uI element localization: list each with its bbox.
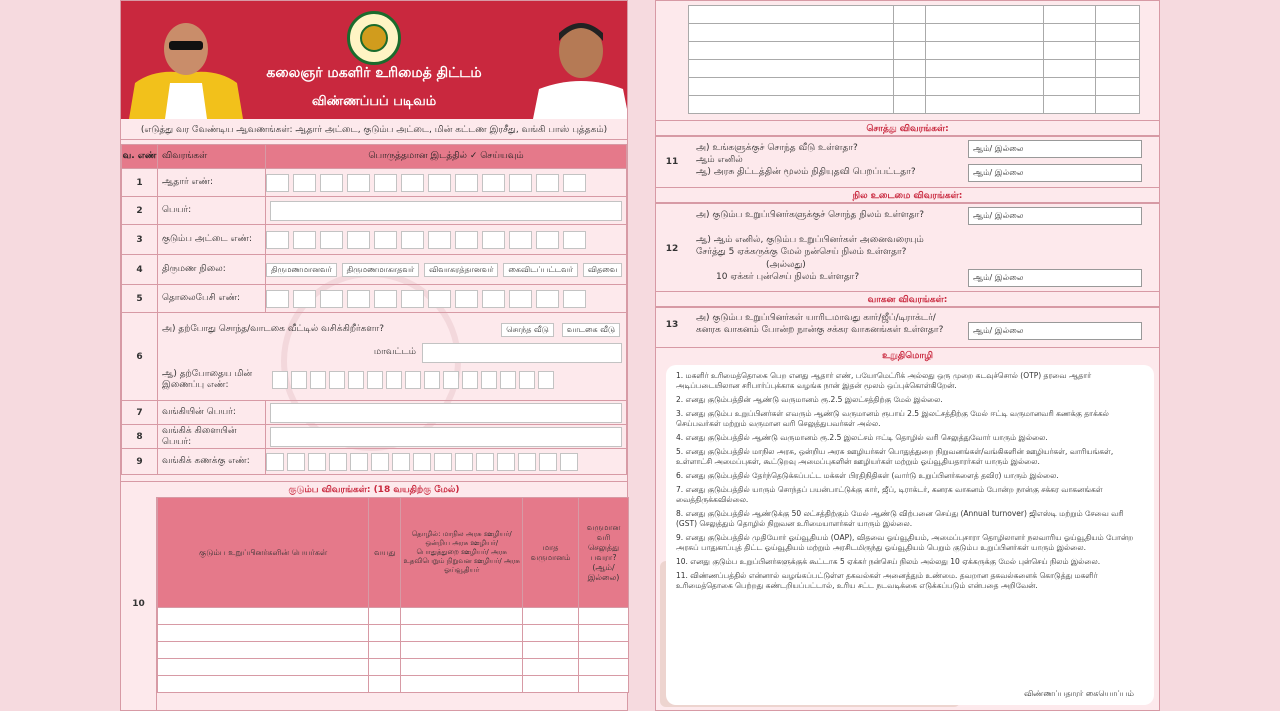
question-number: 13 [665,320,679,330]
q11a2-text: ஆம் எனில் [696,155,743,165]
family-section-title: குடும்ப விவரங்கள்: (18 வயதிற்கு மேல்) [121,481,627,497]
q12d-text: 10 ஏக்கர் புன்செய் நிலம் உள்ளதா? [716,272,860,282]
ration-card-boxes[interactable] [266,225,627,255]
district-label: மாவட்டம் [373,347,416,357]
family-table-header [158,498,629,608]
aadhaar-number-boxes[interactable] [266,169,627,197]
grid-row[interactable] [689,60,1140,78]
marital-options [266,255,627,285]
grid-row[interactable] [689,42,1140,60]
col-serial: வ. எண் [122,145,158,169]
question-11 [656,136,1159,186]
name-label: பெயர்: [158,197,266,225]
grid-row[interactable] [689,96,1140,114]
grid-row[interactable] [689,24,1140,42]
row-number: 7 [122,401,158,425]
marital-option-widow[interactable]: விதவை [583,263,623,277]
row-number: 9 [122,449,158,475]
q12b-text: ஆ) ஆம் எனில், குடும்ப உறுப்பினர்கள் அனைவரையும் சேர்த்து 5 ஏக்கருக்கு மேல் நன்செய் நிலம் உள்ளதா? [696,235,924,257]
applicant-details-table [121,144,627,475]
ration-card-label: குடும்ப அட்டை எண்: [158,225,266,255]
land-section-title: நில உடைமை விவரங்கள்: [656,187,1159,203]
rented-house-option[interactable]: வாடகை வீடு [562,323,620,337]
account-label: வங்கிக் கணக்கு எண்: [158,449,266,475]
branch-label: வங்கிக் கிளையின் பெயர்: [158,425,266,449]
q12a-text: அ) குடும்ப உறுப்பினர்களுக்குச் சொந்த நிலம் உள்ளதா? [696,210,925,220]
q12b-answer[interactable]: ஆம்/ இல்லை [968,269,1142,287]
form-table-header [122,145,627,169]
declaration-item: 5. எனது குடும்பத்தில் மாநில அரசு, ஒன்றிய அரசு ஊழியர்கள் பொதுத்துறை நிறுவனங்கள்/வங்கிகளின் ஊழியர்கள், வாரியங்கள், உள்ளாட்சி அமைப்புகள், கூட்டுறவு அமைப்புகளின் ஊழியர்கள் மற்றும் ஓய்வூதியதாரர்கள் யாரும் இல்லை. [676,447,1114,466]
col-monthly-income: மாத வருமானம் [523,498,579,608]
row-number: 3 [122,225,158,255]
declaration-item: 1. மகளிர் உரிமைத்தொகை பெற எனது ஆதார் எண், பயோமெட்ரிக் அல்லது ஒரு முறை கடவுச்சொல் (OTP) தரவை ஆதார் அடிப்படையிலான சரிபார்ப்புக்காக வழங்க நான் இதன் மூலம் ஒப்புக்கொள்கிறேன். [676,371,1092,390]
row-phone [122,285,627,313]
col-member-names: குடும்ப உறுப்பினர்களின் பெயர்கள் [158,498,369,608]
marital-option-unmarried[interactable]: திருமணமாகாதவர் [342,263,420,277]
declaration-box [666,365,1154,705]
declaration-item: 9. எனது குடும்பத்தில் முதியோர் ஓய்வூதியம் (OAP), விதவை ஓய்வூதியம், அமைப்புசாரா தொழிலாளர் நலவாரிய ஓய்வூதியம் போன்ற அரசுப் பாதுகாப்புத் திட்ட ஓய்வூதியம் மற்றும் அரசிடமிருந்து ஓய்வூதியம் பெறும் குடும்ப உறுப்பினர்கள் யாரும் இல்லை. [676,533,1134,552]
eb-number-boxes[interactable] [272,371,557,389]
col-occupation: தொழில்: மாநில அரசு ஊழியர்/ ஒன்றிய அரசு ஊழியர்/ பொதுத்துறை ஊழியர்/ அரசு உதவிபெறும் நிறுவன ஊழியர்/ அரசு ஓய்வூதியர் [401,498,523,608]
applicant-signature-label: விண்ணப்பதாரர் கையொப்பம் [1024,689,1134,698]
q11a-text: அ) உங்களுக்குச் சொந்த வீடு உள்ளதா? [696,143,858,153]
name-field[interactable] [270,201,622,221]
q13-text: அ) குடும்ப உறுப்பினர்கள் யாரிடமாவது கார்/ஜீப்/டிராக்டர்/ கனரக வாகனம் போன்ற நான்கு சக்கர வாகனங்கள் உள்ளதா? [696,313,944,335]
marital-option-married[interactable]: திருமணமானவர் [266,263,337,277]
eb-number-label: ஆ) தற்போதைய மின் இணைப்பு எண்: [162,368,253,390]
declaration-item: 3. எனது குடும்ப உறுப்பினர்கள் எவரும் ஆண்டு வருமானம் ரூபாய் 2.5 இலட்சத்திற்கு மேல் ஈட்டி வருமானவரி கணக்கு தாக்கல் செய்பவர்கள் மற்றும் வருமான வரி செலுத்துபவர்கள் அல்ல. [676,409,1109,428]
question-12 [656,203,1159,291]
documents-note: (எடுத்து வர வேண்டிய ஆவணங்கள்: ஆதார் அட்டை, குடும்ப அட்டை, மின் கட்டண இரசீது, வங்கி பாஸ் புத்தகம்) [121,120,627,140]
account-number-boxes[interactable] [266,449,627,475]
marital-option-divorced[interactable]: விவாகரத்தானவர் [424,263,498,277]
residence-question: அ) தற்போது சொந்த/வாடகை வீட்டில் வசிக்கிறீர்களா? [162,324,385,334]
aadhaar-label: ஆதார் எண்: [158,169,266,197]
q11a-answer[interactable]: ஆம்/ இல்லை [968,140,1142,158]
q13-answer[interactable]: ஆம்/ இல்லை [968,322,1142,340]
form-header-banner [121,1,627,119]
q11b-text: ஆ) அரசு திட்டத்தின் மூலம் நிதியுதவி பெறப்பட்டதா? [696,167,916,177]
row-account [122,449,627,475]
district-field[interactable] [422,343,622,363]
declaration-item: 11. விண்ணப்பத்தில் என்னால் வழங்கப்பட்டுள்ள தகவல்கள் அனைத்தும் உண்மை. தவறான தகவல்களைக் கொடுத்து மகளிர் உரிமைத்தொகை பெற்றது கண்டறியப்பட்டால், உரிய சட்ட நடவடிக்கை எடுக்கப்படும் என்பதை அறிவேன். [676,571,1098,590]
family-row[interactable] [158,625,629,642]
question-13 [656,307,1159,347]
col-age: வயது [369,498,401,608]
bank-name-field[interactable] [270,403,622,423]
govt-emblem-icon [347,11,401,65]
marital-option-abandoned[interactable]: கைவிடப்பட்டவர் [503,263,578,277]
phone-number-boxes[interactable] [266,285,627,313]
row-number: 8 [122,425,158,449]
phone-label: தொலைபேசி எண்: [158,285,266,313]
form-page-front [120,0,628,711]
row-aadhaar [122,169,627,197]
row-marital-status [122,255,627,285]
family-row[interactable] [158,676,629,693]
q11b-answer[interactable]: ஆம்/ இல்லை [968,164,1142,182]
family-row[interactable] [158,642,629,659]
residence-cell [158,313,627,401]
form-subtitle: விண்ணப்பப் படிவம் [311,94,437,109]
marital-status-label: திருமண நிலை: [158,255,266,285]
declaration-item: 4. எனது குடும்பத்தில் ஆண்டு வருமானம் ரூ.2.5 இலட்சம் ஈட்டி தொழில் வரி செலுத்துவோர் யாரும் இல்லை. [676,433,1048,442]
row-number: 5 [122,285,158,313]
grid-row[interactable] [689,78,1140,96]
q12a-answer[interactable]: ஆம்/ இல்லை [968,207,1142,225]
leader-portrait-right [533,7,627,119]
declaration-item: 8. எனது குடும்பத்தில் ஆண்டுக்கு 50 லட்சத்திற்கும் மேல் ஆண்டு விற்பனை செய்து (Annual turnover) ஜிஎஸ்டி மற்றும் சேவை வரி (GST) செலுத்தும் தொழில் நிறுவன உரிமையாளர்கள் யாரும் இல்லை. [676,509,1124,528]
col-tick-note: பொருத்தமான இடத்தில் ✓ செய்யவும் [266,145,627,169]
row-name [122,197,627,225]
declaration-item: 6. எனது குடும்பத்தில் தேர்ந்தெடுக்கப்பட்ட மக்கள் பிரதிநிதிகள் (வார்டு உறுப்பினர்களைத் தவிர) யாரும் இல்லை. [676,471,1059,480]
property-section-title: சொத்து விவரங்கள்: [656,120,1159,136]
family-row-number: 10 [121,497,157,711]
family-row[interactable] [158,659,629,676]
grid-row[interactable] [689,6,1140,24]
family-members-table [157,497,629,693]
row-number: 6 [122,313,158,401]
family-continuation-grid [688,5,1140,114]
own-house-option[interactable]: சொந்த வீடு [501,323,554,337]
declaration-item: 2. எனது குடும்பத்தின் ஆண்டு வருமானம் ரூ.2.5 இலட்சத்திற்கு மேல் இல்லை. [676,395,943,404]
declaration-item: 7. எனது குடும்பத்தில் யாரும் சொந்தப் பயன்பாட்டுக்கு கார், ஜீப், டிராக்டர், கனரக வாகனம் போன்ற நான்கு சக்கர வாகனங்கள் வைத்திருக்கவில்லை. [676,485,1103,504]
family-row[interactable] [158,608,629,625]
bank-name-label: வங்கியின் பெயர்: [158,401,266,425]
col-income-tax: வருமான வரி செலுத்து பவரா? (ஆம்/ இல்லை) [579,498,629,608]
q12-or-text: (அல்லது) [766,260,806,270]
form-page-back [655,0,1160,711]
vehicle-section-title: வாகன விவரங்கள்: [656,291,1159,307]
branch-field[interactable] [270,427,622,447]
row-residence [122,313,627,401]
row-number: 1 [122,169,158,197]
question-number: 12 [665,244,679,254]
row-bank-name [122,401,627,425]
row-ration-card [122,225,627,255]
declaration-title: உறுதிமொழி [656,347,1159,363]
row-number: 2 [122,197,158,225]
row-number: 4 [122,255,158,285]
question-number: 11 [665,157,679,167]
row-branch [122,425,627,449]
col-details: விவரங்கள் [158,145,266,169]
scheme-title: கலைஞர் மகளிர் உரிமைத் திட்டம் [266,65,482,81]
declaration-item: 10. எனது குடும்ப உறுப்பினர்களுக்குக் கூட்டாக 5 ஏக்கர் நன்செய் நிலம் அல்லது 10 ஏக்கருக்கு மேல் புன்செய் நிலம் இல்லை. [676,557,1101,566]
